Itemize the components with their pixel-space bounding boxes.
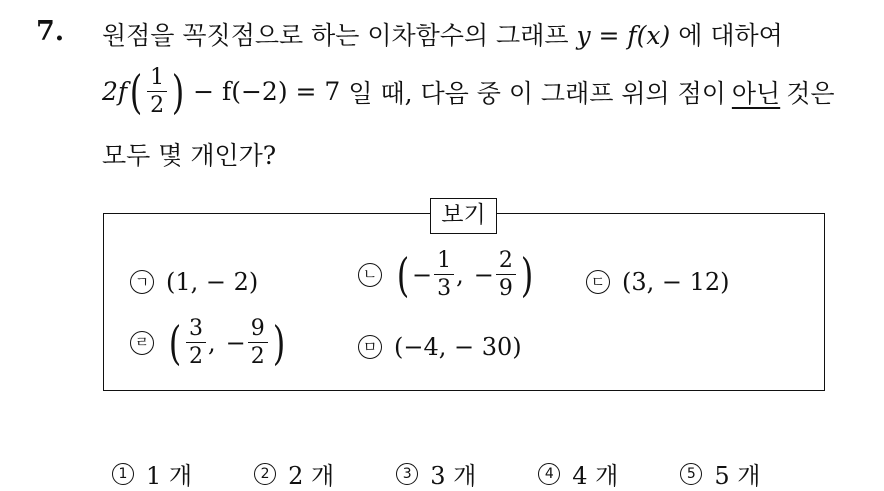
circled-marker: ㄱ [130,270,154,294]
choice-number-marker: 1 [112,463,134,485]
example-item-e [358,333,522,361]
equation-middle: − f(−2) = 7 [193,77,341,107]
fraction-bar [147,91,167,92]
right-paren: ) [171,64,185,119]
minus-sign: − [225,328,246,357]
left-paren: ( [396,247,410,302]
point-text: (−4, − 30) [394,333,522,361]
choice-label: 3 개 [430,462,477,490]
question-line-2-tail-b: 것은 [786,78,835,108]
fraction-denominator: 3 [437,276,452,302]
function-equation: y = f(x) [576,21,671,50]
point-text: (3, − 12) [622,268,730,296]
choice-label: 2 개 [288,462,335,490]
fraction-bar [186,342,206,343]
example-item-d [130,316,288,370]
examples-box-title: 보기 [430,198,497,234]
circled-marker: ㅁ [358,335,382,359]
left-paren: ( [129,64,143,119]
question-line-1-tail: 에 대하여 [678,21,783,50]
circled-marker: ㄷ [586,270,610,294]
fraction-numerator: 9 [250,316,265,341]
example-item-b [358,248,536,302]
fraction-denominator: 2 [188,344,203,370]
fraction-numerator: 3 [188,316,203,341]
fraction [186,316,206,370]
question-line-1-text: 원점을 꼭짓점으로 하는 이차함수의 그래프 [102,21,569,50]
right-paren: ) [520,247,534,302]
choice-label: 4 개 [572,462,619,490]
choice-number-marker: 3 [396,463,418,485]
fraction-denominator: 2 [150,93,165,119]
coefficient-term: 2f [102,77,128,107]
question-line-2 [102,65,835,119]
fraction-bar [248,342,268,343]
point-text: (1, − 2) [166,268,259,296]
comma: , [207,328,216,357]
choice-number-marker: 5 [680,463,702,485]
left-paren: ( [168,315,182,370]
question-line-2-tail-a: 일 때, 다음 중 이 그래프 위의 점이 [348,78,726,108]
fraction-bar [434,274,454,275]
minus-sign: − [411,260,433,289]
question-line-1 [102,16,783,52]
fraction-denominator: 2 [250,344,265,370]
fraction [248,316,268,370]
underlined-not: 아닌 [731,78,781,108]
minus-sign: − [473,260,494,289]
fraction-bar [496,274,516,275]
fraction-denominator: 9 [498,276,513,302]
example-item-c [586,268,730,296]
choice-number-marker: 2 [254,463,276,485]
fraction-half [147,65,167,119]
circled-marker: ㄴ [358,263,382,287]
choice-number-marker: 4 [538,463,560,485]
choice-label: 1 개 [146,462,193,490]
comma: , [456,260,464,289]
fraction-numerator: 1 [150,65,165,90]
fraction-numerator: 2 [498,248,513,273]
right-paren: ) [272,315,285,370]
fraction [434,248,454,302]
choice-label: 5 개 [714,462,761,490]
question-line-3: 모두 몇 개인가? [102,141,277,170]
question-number: 7. [36,16,65,47]
circled-marker: ㄹ [130,331,154,355]
fraction-numerator: 1 [437,248,452,273]
example-item-a [130,268,258,296]
fraction [496,248,516,302]
